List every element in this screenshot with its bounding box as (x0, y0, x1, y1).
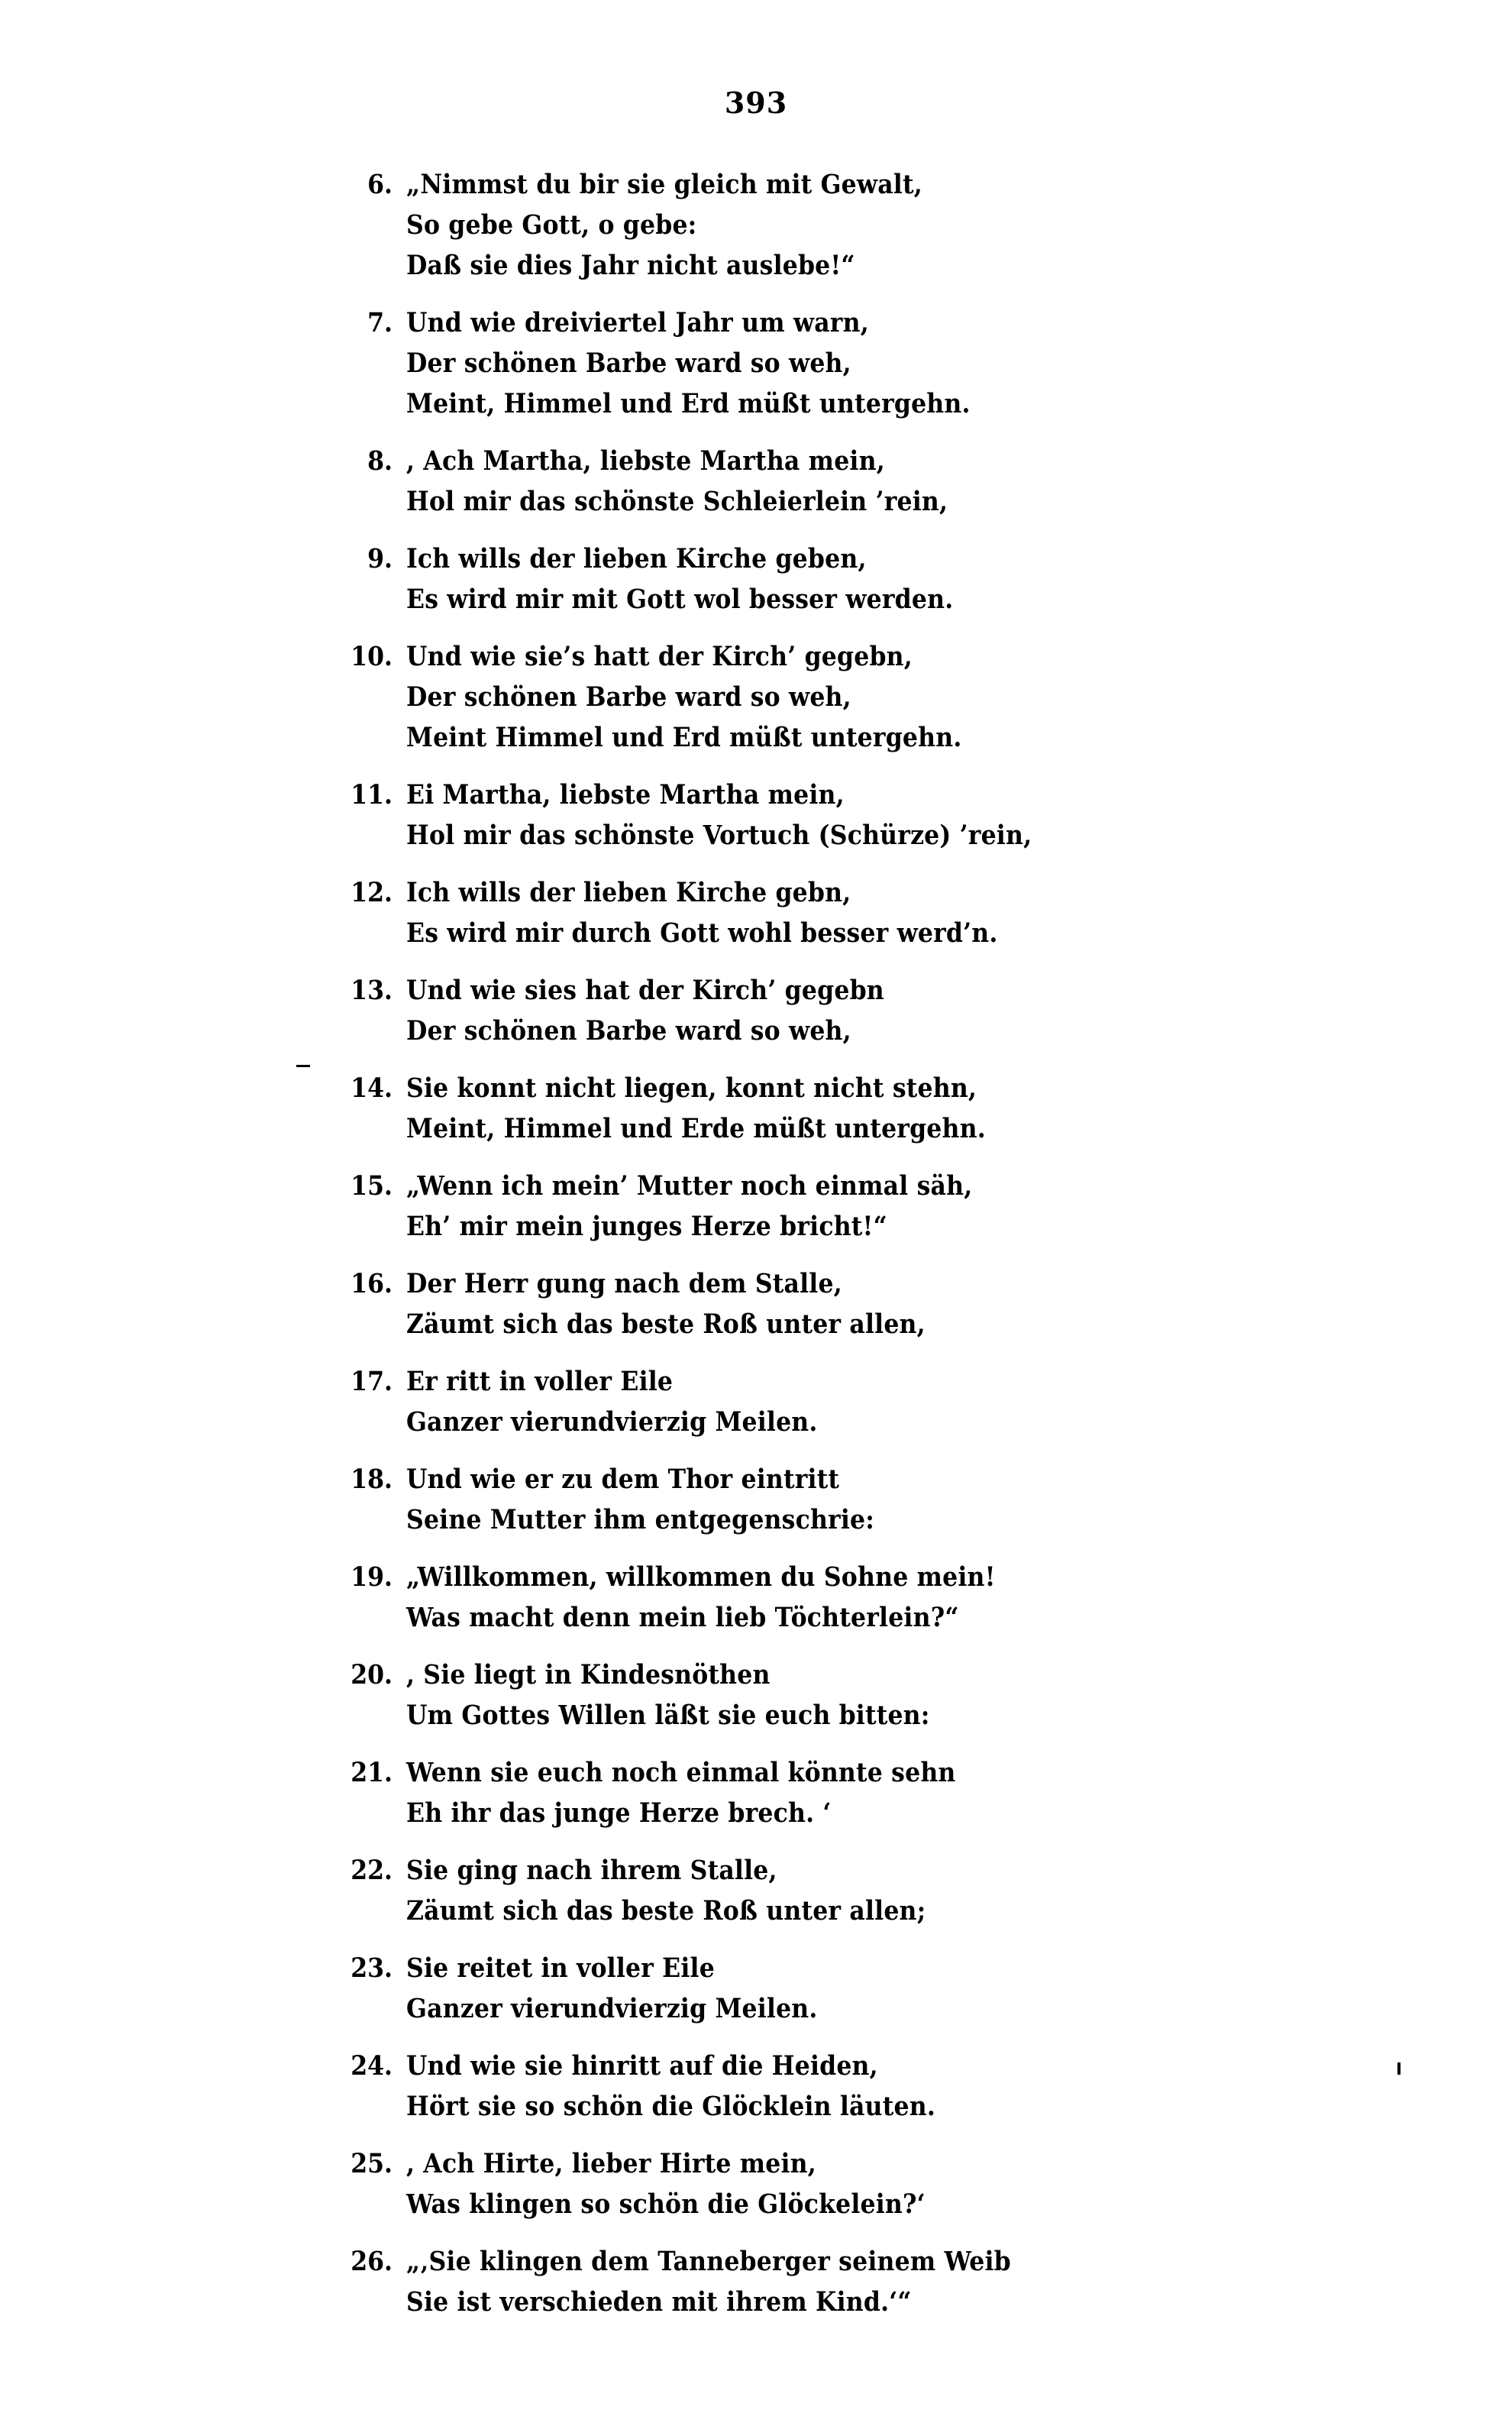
poem-stanza (336, 1557, 1237, 1638)
verse-line: Hol mir das schönste Schleierlein ’rein, (406, 486, 948, 517)
stanza-lines (406, 2046, 1237, 2127)
stanza-lines (406, 1459, 1237, 1540)
verse-line: Ich wills der lieben Kirche gebn, (406, 877, 851, 908)
verse-line: „Willkommen, willkommen du Sohne mein! (406, 1561, 996, 1593)
stanza-lines (406, 1948, 1237, 2029)
stanza-number: 18. (351, 1464, 393, 1495)
verse-line: „‚Sie klingen dem Tanneberger seinem Weib (406, 2246, 1011, 2277)
verse-line: Wenn sie euch noch einmal könnte sehn (406, 1757, 956, 1788)
margin-tick-right (1397, 2062, 1401, 2075)
poem-stanza-list (336, 164, 1237, 2339)
stanza-lines (406, 2241, 1237, 2322)
verse-line: Ganzer vierundvierzig Meilen. (406, 1406, 818, 1438)
stanza-lines (406, 1361, 1237, 1442)
poem-stanza (336, 1166, 1237, 1247)
verse-line: Es wird mir durch Gott wohl besser werd’n. (406, 917, 998, 949)
verse-line: Eh’ mir mein junges Herze bricht!“ (406, 1211, 887, 1242)
verse-line: Ganzer vierundvierzig Meilen. (406, 1993, 818, 2024)
stanza-number: 11. (351, 779, 393, 810)
verse-line: Ich wills der lieben Kirche geben, (406, 543, 867, 574)
margin-tick-left (296, 1065, 310, 1067)
stanza-lines (406, 1263, 1237, 1344)
stanza-number: 26. (351, 2246, 393, 2277)
verse-line: Sie reitet in voller Eile (406, 1952, 715, 1984)
verse-line: Meint Himmel und Erd müßt untergehn. (406, 722, 962, 753)
stanza-number: 19. (351, 1561, 393, 1593)
verse-line: , Ach Hirte, lieber Hirte mein, (406, 2148, 816, 2179)
verse-line: Und wie sie’s hatt der Kirch’ gegebn, (406, 641, 913, 672)
verse-line: Sie konnt nicht liegen, konnt nicht stehn, (406, 1072, 977, 1104)
poem-stanza (336, 636, 1237, 758)
verse-line: Und wie er zu dem Thor eintritt (406, 1464, 840, 1495)
stanza-number: 22. (351, 1855, 393, 1886)
stanza-number: 13. (351, 975, 393, 1006)
page-number: 393 (724, 86, 788, 120)
stanza-number: 23. (351, 1952, 393, 1984)
verse-line: Was macht denn mein lieb Töchterlein?“ (406, 1602, 959, 1633)
stanza-number: 16. (351, 1268, 393, 1299)
stanza-number: 17. (351, 1366, 393, 1397)
stanza-number: 20. (351, 1659, 393, 1690)
poem-stanza (336, 1459, 1237, 1540)
poem-stanza (336, 302, 1237, 424)
verse-line: Zäumt sich das beste Roß unter allen, (406, 1309, 926, 1340)
stanza-lines (406, 2143, 1237, 2224)
verse-line: Er ritt in voller Eile (406, 1366, 674, 1397)
verse-line: Der schönen Barbe ward so weh, (406, 348, 851, 379)
stanza-number: 14. (351, 1072, 393, 1104)
verse-line: Seine Mutter ihm entgegenschrie: (406, 1504, 875, 1535)
verse-line: Um Gottes Willen läßt sie euch bitten: (406, 1700, 930, 1731)
poem-stanza (336, 1263, 1237, 1344)
verse-line: „Wenn ich mein’ Mutter noch einmal säh, (406, 1170, 973, 1202)
stanza-lines (406, 441, 1237, 522)
stanza-lines (406, 636, 1237, 758)
verse-line: Hört sie so schön die Glöcklein läuten. (406, 2091, 935, 2122)
stanza-number: 7. (367, 307, 393, 338)
verse-line: Eh ihr das junge Herze brech. ‘ (406, 1797, 832, 1829)
stanza-lines (406, 1752, 1237, 1833)
verse-line: Sie ist verschieden mit ihrem Kind.‘“ (406, 2286, 912, 2318)
stanza-number: 24. (351, 2050, 393, 2082)
poem-stanza (336, 872, 1237, 953)
verse-line: Daß sie dies Jahr nicht auslebe!“ (406, 250, 855, 281)
stanza-number: 25. (351, 2148, 393, 2179)
poem-stanza (336, 2046, 1237, 2127)
stanza-lines (406, 1655, 1237, 1736)
stanza-number: 12. (351, 877, 393, 908)
poem-stanza (336, 1361, 1237, 1442)
stanza-lines (406, 1166, 1237, 1247)
verse-line: Ei Martha, liebste Martha mein, (406, 779, 845, 810)
poem-stanza (336, 1068, 1237, 1149)
verse-line: , Ach Martha, liebste Martha mein, (406, 445, 885, 477)
stanza-number: 6. (367, 169, 393, 200)
verse-line: Meint, Himmel und Erde müßt untergehn. (406, 1113, 986, 1144)
stanza-lines (406, 539, 1237, 620)
stanza-lines (406, 302, 1237, 424)
stanza-lines (406, 1850, 1237, 1931)
verse-line: , Sie liegt in Kindesnöthen (406, 1659, 771, 1690)
stanza-lines (406, 1068, 1237, 1149)
stanza-lines (406, 164, 1237, 286)
poem-stanza (336, 2143, 1237, 2224)
poem-stanza (336, 1655, 1237, 1736)
stanza-lines (406, 775, 1237, 856)
verse-line: Und wie dreiviertel Jahr um warn, (406, 307, 869, 338)
verse-line: Der Herr gung nach dem Stalle, (406, 1268, 842, 1299)
verse-line: Sie ging nach ihrem Stalle, (406, 1855, 777, 1886)
poem-stanza (336, 775, 1237, 856)
verse-line: Es wird mir mit Gott wol besser werden. (406, 584, 954, 615)
poem-stanza (336, 539, 1237, 620)
poem-stanza (336, 441, 1237, 522)
stanza-number: 15. (351, 1170, 393, 1202)
verse-line: So gebe Gott, o gebe: (406, 209, 697, 241)
verse-line: Der schönen Barbe ward so weh, (406, 681, 851, 713)
stanza-lines (406, 970, 1237, 1051)
stanza-number: 21. (351, 1757, 393, 1788)
stanza-number: 9. (367, 543, 393, 574)
verse-line: Meint, Himmel und Erd müßt untergehn. (406, 388, 971, 419)
stanza-number: 8. (367, 445, 393, 477)
verse-line: Was klingen so schön die Glöckelein?‘ (406, 2189, 926, 2220)
poem-stanza (336, 164, 1237, 286)
poem-stanza (336, 1948, 1237, 2029)
stanza-lines (406, 872, 1237, 953)
verse-line: Und wie sie hinritt auf die Heiden, (406, 2050, 878, 2082)
poem-stanza (336, 1850, 1237, 1931)
stanza-lines (406, 1557, 1237, 1638)
poem-stanza (336, 970, 1237, 1051)
verse-line: Zäumt sich das beste Roß unter allen; (406, 1895, 926, 1926)
verse-line: Der schönen Barbe ward so weh, (406, 1015, 851, 1047)
poem-stanza (336, 2241, 1237, 2322)
poem-stanza (336, 1752, 1237, 1833)
verse-line: „Nimmst du bir sie gleich mit Gewalt, (406, 169, 922, 200)
verse-line: Und wie sies hat der Kirch’ gegebn (406, 975, 884, 1006)
verse-line: Hol mir das schönste Vortuch (Schürze) ’rein, (406, 820, 1032, 851)
stanza-number: 10. (351, 641, 393, 672)
